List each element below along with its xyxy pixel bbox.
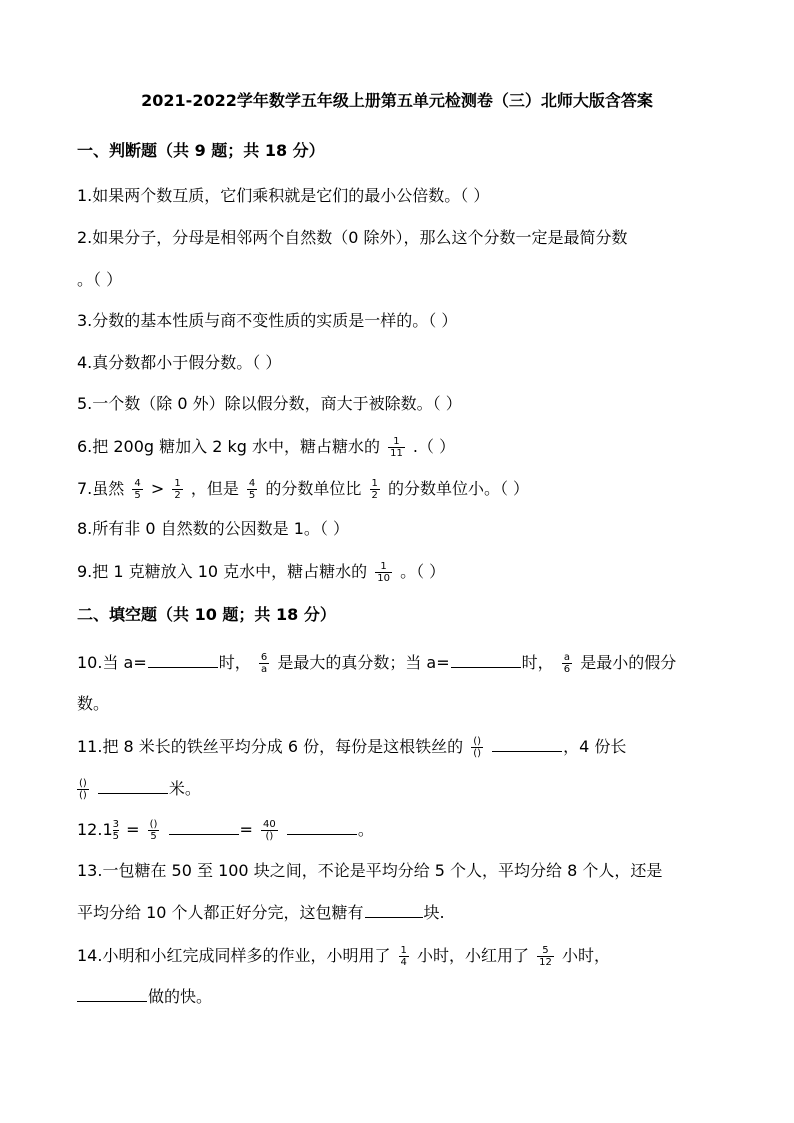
fraction-denominator: 4	[400, 957, 407, 968]
fraction-numerator: 1	[174, 478, 181, 489]
question-2-line-1: 2.如果分子，分母是相邻两个自然数（0 除外），那么这个分数一定是最简分数	[77, 228, 628, 247]
fraction-1-11	[388, 436, 405, 459]
question-11	[77, 736, 626, 759]
fraction-denominator: 12	[539, 957, 552, 968]
fraction-numerator: a	[563, 652, 570, 663]
question-14-line-2	[77, 987, 212, 1007]
fraction-numerator: 4	[134, 478, 141, 489]
fraction-denominator: 6	[563, 664, 571, 675]
question-12-number: 12.	[77, 820, 103, 839]
question-8: 8.所有非 0 自然数的公因数是 1。（ ）	[77, 519, 349, 538]
question-4: 4.真分数都小于假分数。（ ）	[77, 353, 282, 372]
fraction-numerator: ()	[149, 819, 158, 830]
question-7	[77, 478, 529, 501]
question-7-text: 7.虽然	[77, 479, 125, 498]
question-7-text-2: ，但是	[190, 479, 239, 498]
fraction-denominator: 5	[134, 490, 141, 501]
fraction-6-a	[259, 652, 269, 675]
fraction-numerator: 1	[380, 561, 387, 572]
fraction-numerator: 40	[263, 819, 276, 830]
question-13-line-2	[77, 903, 445, 923]
fraction-4-5	[132, 478, 142, 501]
fraction-numerator: ()	[473, 736, 482, 747]
fraction-numerator: 1	[393, 436, 400, 447]
question-14-text-3: 小时，	[561, 946, 610, 965]
equals-sign: =	[126, 820, 140, 839]
question-10-text-2: 时，	[218, 653, 251, 672]
fraction-numerator: 6	[260, 652, 268, 663]
question-13-end: 块.	[423, 903, 445, 922]
fraction-a-6	[562, 652, 572, 675]
answer-blank[interactable]	[365, 903, 423, 918]
fraction-1-2	[172, 478, 182, 501]
answer-blank[interactable]	[77, 987, 147, 1002]
question-6-text: 6.把 200g 糖加入 2 kg 水中，糖占糖水的	[77, 437, 380, 456]
page-title: 2021-2022学年数学五年级上册第五单元检测卷（三）北师大版含答案	[141, 91, 653, 110]
question-11-text-2: ，4 份长	[563, 737, 627, 756]
fraction-denominator: 5	[248, 490, 256, 501]
question-11-line-2	[77, 778, 201, 801]
fraction-40-over-placeholder	[261, 819, 278, 842]
mixed-number-fraction	[113, 819, 119, 842]
answer-blank[interactable]	[287, 820, 357, 835]
question-10-text-4: 时，	[521, 653, 554, 672]
fraction-placeholder	[471, 736, 483, 759]
question-13-line-1: 13.一包糖在 50 至 100 块之间，不论是平均分给 5 个人，平均分给 8 个人，还是	[77, 861, 663, 880]
question-5: 5.一个数（除 0 外）除以假分数，商大于被除数。（ ）	[77, 394, 462, 413]
fraction-denominator: 10	[377, 573, 390, 584]
question-10-text: 10.当 a=	[77, 653, 147, 672]
fraction-1-10	[375, 561, 392, 584]
fraction-numerator: 3	[112, 819, 120, 830]
fraction-1-4	[399, 945, 409, 968]
question-7-text-3: 的分数单位比	[265, 479, 362, 498]
question-3: 3.分数的基本性质与商不变性质的实质是一样的。（ ）	[77, 311, 458, 330]
fraction-denominator: 2	[371, 490, 378, 501]
fraction-numerator: 5	[542, 945, 549, 956]
answer-blank[interactable]	[148, 653, 218, 668]
answer-blank[interactable]	[492, 737, 562, 752]
fraction-denominator: ()	[261, 830, 278, 842]
fraction-5-12	[537, 945, 554, 968]
equals-sign: =	[239, 820, 253, 839]
question-14-text-2: 小时，小红用了	[417, 946, 530, 965]
fraction-1-2-second	[370, 478, 380, 501]
fraction-placeholder-over-5	[148, 819, 160, 842]
section-heading-fill-in: 二、填空题（共 10 题；共 18 分）	[77, 605, 336, 624]
question-10-line-2: 数。	[77, 694, 110, 713]
fraction-numerator: 1	[371, 478, 378, 489]
fraction-numerator: 4	[248, 478, 256, 489]
fraction-denominator: 5	[148, 830, 160, 842]
fraction-denominator: ()	[79, 790, 87, 801]
fraction-denominator: 5	[112, 831, 120, 842]
mixed-number-integer: 1	[102, 820, 113, 839]
question-9-text: 9.把 1 克糖放入 10 克水中，糖占糖水的	[77, 562, 368, 581]
fraction-denominator: ()	[473, 748, 482, 759]
question-7-end: 的分数单位小。（ ）	[387, 479, 530, 498]
section-heading-judgement: 一、判断题（共 9 题；共 18 分）	[77, 141, 325, 160]
question-10	[77, 652, 676, 675]
fraction-denominator: a	[259, 663, 269, 675]
fraction-denominator: 11	[390, 448, 403, 459]
question-11-text: 11.把 8 米长的铁丝平均分成 6 份，每份是这根铁丝的	[77, 737, 464, 756]
question-14-end: 做的快。	[148, 987, 213, 1006]
question-13-text: 平均分给 10 个人都正好分完，这包糖有	[77, 903, 364, 922]
fraction-4-5-second	[247, 478, 257, 501]
answer-blank[interactable]	[169, 820, 239, 835]
fraction-numerator: ()	[79, 778, 87, 789]
question-10-text-5: 是最小的假分	[580, 653, 677, 672]
question-6-end: .（ ）	[412, 437, 456, 456]
fraction-placeholder	[77, 778, 89, 801]
fraction-numerator: 1	[400, 945, 407, 956]
question-14	[77, 945, 610, 968]
greater-than-sign: >	[150, 479, 165, 498]
question-1: 1.如果两个数互质，它们乘积就是它们的最小公倍数。（ ）	[77, 186, 490, 205]
answer-blank[interactable]	[98, 779, 168, 794]
question-9	[77, 561, 445, 584]
question-14-text: 14.小明和小红完成同样多的作业，小明用了	[77, 946, 391, 965]
question-10-text-3: 是最大的真分数；当 a=	[277, 653, 450, 672]
answer-blank[interactable]	[451, 653, 521, 668]
question-6	[77, 436, 455, 459]
question-12	[77, 819, 374, 842]
question-9-end: 。（ ）	[400, 562, 446, 581]
question-12-end: 。	[357, 820, 374, 839]
question-11-end: 米。	[168, 779, 201, 798]
question-2-line-2: 。（ ）	[77, 270, 123, 289]
fraction-denominator: 2	[174, 490, 181, 501]
